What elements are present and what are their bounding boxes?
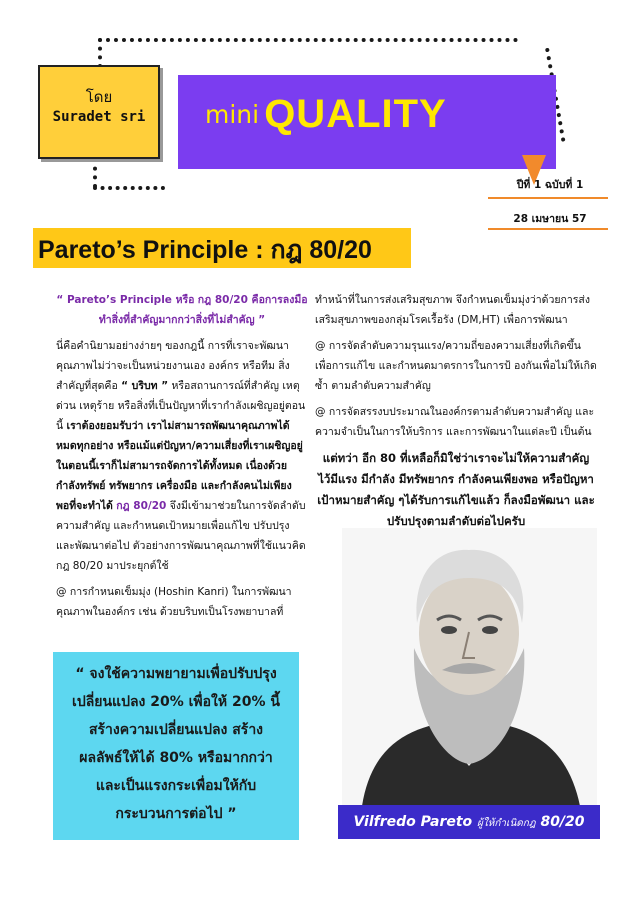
dotted-frame-top bbox=[98, 38, 518, 42]
issue-divider-bottom bbox=[488, 228, 608, 230]
right-paragraph-3: @ การจัดสรรงบประมาณในองค์กรตามลำดับความสำคัญ และความจำเป็นในการให้บริการ และการพัฒนาในแต่ละปี เป็นต้น bbox=[315, 406, 595, 438]
quote-line-6: กระบวนการต่อไป ” bbox=[115, 806, 237, 822]
quote-line-2: เปลี่ยนแปลง 20% เพื่อให้ 20% นี้ bbox=[72, 694, 280, 710]
intro-paragraph bbox=[56, 290, 308, 330]
p2-a: นี่คือคำนิยามอย่างง่ายๆ ของกฎนี้ การที่เราจะพัฒนาคุณภาพไม่ว่าจะเป็นหน่วยงานเอง องค์กร หรือทีม สิ่งสำคัญที่สุดคือ bbox=[56, 340, 290, 392]
dotted-frame-left-lower bbox=[93, 158, 97, 188]
p2-b: “ บริบท ” bbox=[121, 380, 169, 392]
author-box bbox=[38, 65, 160, 159]
intro-b: กฎ 80/20 คือการลงมือ bbox=[197, 294, 308, 306]
portrait-illustration bbox=[342, 528, 597, 806]
p2-c: หรือสถานการณ์ที่สำคัญ เหตุด่วน เหตุร้าย หรือสิ่งที่เป็นปัญหาที่เรากำลังเผชิญอยู่ตอนนี้ bbox=[56, 380, 306, 432]
right-paragraph-4: แต่ทว่า อีก 80 ที่เหลือก็มิใช่ว่าเราจะไม่ให้ความสำคัญ ไว้มีแรง มีกำลัง มีทรัพยากร กำลังคนเพียงพอ หรือปัญหา เป้าหมายสำคัญ ๆได้รับการแก้ไขแล้ว ก็ลงมือพัฒนา และปรับปรุงตามลำดับต่อไปครับ bbox=[317, 451, 595, 528]
quote-line-4: ผลลัพธ์ให้ได้ 80% หรือมากกว่า bbox=[79, 750, 273, 766]
hoshin-paragraph: @ การกำหนดเข็มมุ่ง (Hoshin Kanri) ในการพัฒนาคุณภาพในองค์กร เช่น ด้วยบริบทเป็นโรงพยาบาลที่ bbox=[56, 586, 292, 618]
p2-d: เราต้องยอมรับว่า เราไม่สามารถพัฒนาคุณภาพได้หมดทุกอย่าง หรือแม้แต่ปัญหา/ความเสี่ยงที่เราเผชิญอยู่ในตอนนี้เราก็ไม่สามารถจัดการได้ทั้งหมด เนื่องด้วยกำลังทรัพย์ ทรัพยากร เครื่องมือ และกำลังคนไม่เพียงพอที่จะทำได้ bbox=[56, 420, 303, 512]
right-paragraph-1: ทำหน้าที่ในการส่งเสริมสุขภาพ จึงกำหนดเข็มมุ่งว่าด้วยการส่งเสริมสุขภาพของกลุ่มโรคเรื้อรัง (DM,HT) เพื่อการพัฒนา bbox=[315, 294, 590, 326]
left-column bbox=[56, 290, 308, 628]
dotted-frame-bottom bbox=[93, 186, 165, 190]
headline: Pareto’s Principle : กฎ 80/20 bbox=[38, 236, 372, 264]
caption-sub: ผู้ให้กำเนิดกฎ bbox=[477, 818, 536, 829]
author-prefix: โดย bbox=[85, 88, 113, 106]
issue-date: 28 เมษายน 57 bbox=[513, 213, 587, 225]
right-column bbox=[315, 290, 597, 538]
quote-line-1: “ จงใช้ความพยายามเพื่อปรับปรุง bbox=[75, 666, 277, 682]
intro-c: ทำสิ่งที่สำคัญมากกว่าสิ่งที่ไม่สำคัญ ” bbox=[98, 314, 266, 326]
p2-f: จึงมีเข้ามาช่วยในการจัดลำดับความสำคัญ และกำหนดเป้าหมายเพื่อแก้ไข ปรับปรุง และพัฒนาต่อไป ตัวอย่างการพัฒนาคุณภาพที่ใช้แนวคิดกฎ 80/20 มาประยุกต์ใช้ bbox=[56, 500, 306, 572]
portrait-caption bbox=[338, 805, 600, 839]
issue-divider bbox=[488, 197, 608, 199]
newsletter-title bbox=[205, 92, 447, 137]
caption-num: 80/20 bbox=[540, 814, 585, 830]
right-paragraph-2: @ การจัดลำดับความรุนแรง/ความถี่ของความเสี่ยงที่เกิดขึ้น เพื่อการแก้ไข และกำหนดมาตรการในการป้ องกันเพื่อไม่ให้เกิดซ้ำ ตามลำดับความสำคัญ bbox=[315, 340, 597, 392]
caption-name: Vilfredo Pareto bbox=[353, 814, 473, 830]
quote-line-5: และเป็นแรงกระเพื่อมให้กับ bbox=[95, 778, 257, 794]
quote-text bbox=[60, 660, 292, 828]
dotted-frame-left-upper bbox=[98, 38, 102, 68]
title-big: QUALITY bbox=[264, 92, 447, 136]
definition-paragraph bbox=[56, 336, 308, 576]
intro-a: “ Pareto’s Principle หรือ bbox=[56, 294, 195, 306]
p2-e: กฎ 80/20 bbox=[116, 500, 167, 512]
title-small: mini bbox=[205, 100, 260, 129]
quote-line-3: สร้างความเปลี่ยนแปลง สร้าง bbox=[88, 722, 264, 738]
issue-number: ปีที่ 1 ฉบับที่ 1 bbox=[516, 179, 584, 191]
pareto-portrait-photo bbox=[342, 528, 597, 806]
author-name: Suradet sri bbox=[52, 109, 146, 125]
